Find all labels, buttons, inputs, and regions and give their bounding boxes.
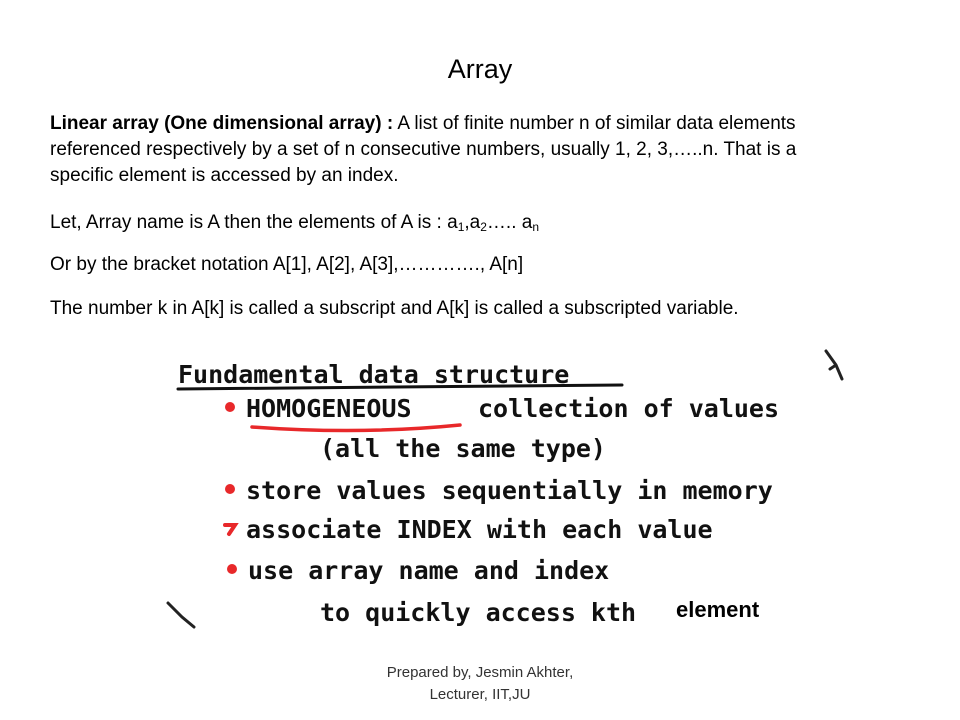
handwritten-notes-svg <box>160 345 860 635</box>
paragraph-bracket-notation: Or by the bracket notation A[1], A[2], A[3],…………., A[n] <box>50 254 524 275</box>
elements-dots: ….. a <box>486 212 533 233</box>
notes-heading: Fundamental data structure <box>178 360 570 389</box>
bullet1-same-type: (all the same type) <box>320 434 606 463</box>
subscript-n: n <box>532 220 540 234</box>
bullet4-use-array: use array name and index <box>248 556 610 585</box>
element-label: element <box>676 597 760 622</box>
bullet1-collection: collection of values <box>478 394 780 423</box>
elements-text: Let, Array name is A then the elements of A is : a <box>50 212 458 233</box>
bullet-dot-3 <box>225 525 235 534</box>
bullet4-quickly-access: to quickly access kth <box>320 598 637 627</box>
bullet2-store-values: store values sequentially in memory <box>246 476 773 505</box>
bullet-dot-4 <box>227 564 237 574</box>
handwritten-notes-image <box>160 345 860 635</box>
bullet-dot-1 <box>225 402 235 412</box>
bullet-dot-2 <box>225 484 235 494</box>
homogeneous-underline <box>252 425 460 431</box>
subscript-2: 2 <box>480 220 487 234</box>
bullet3-associate-index: associate INDEX with each value <box>246 515 713 544</box>
footer-affiliation: Lecturer, IIT,JU <box>429 685 531 703</box>
slide-title: Array <box>447 54 513 84</box>
paragraph-subscript: The number k in A[k] is called a subscript and A[k] is called a subscripted variable. <box>50 298 739 319</box>
paragraph-linear-array <box>50 111 850 188</box>
linear-array-definition: A list of finite number n of similar data elements referenced respectively by a set of n consecutive numbers, usually 1, 2, 3,…..n. That is a specific element is accessed by an index. <box>50 113 797 186</box>
corner-mark-bottom-left <box>168 603 194 627</box>
subscript-1: 1 <box>457 220 465 234</box>
linear-array-lead: Linear array (One dimensional array) : <box>50 113 394 134</box>
slide-footer <box>330 662 630 706</box>
paragraph-array-elements <box>50 210 850 236</box>
bullet1-homogeneous: HOMOGENEOUS <box>246 394 412 423</box>
elements-sep: ,a <box>464 212 481 233</box>
corner-mark-top-right <box>826 351 842 379</box>
footer-author: Prepared by, Jesmin Akhter, <box>386 664 574 681</box>
